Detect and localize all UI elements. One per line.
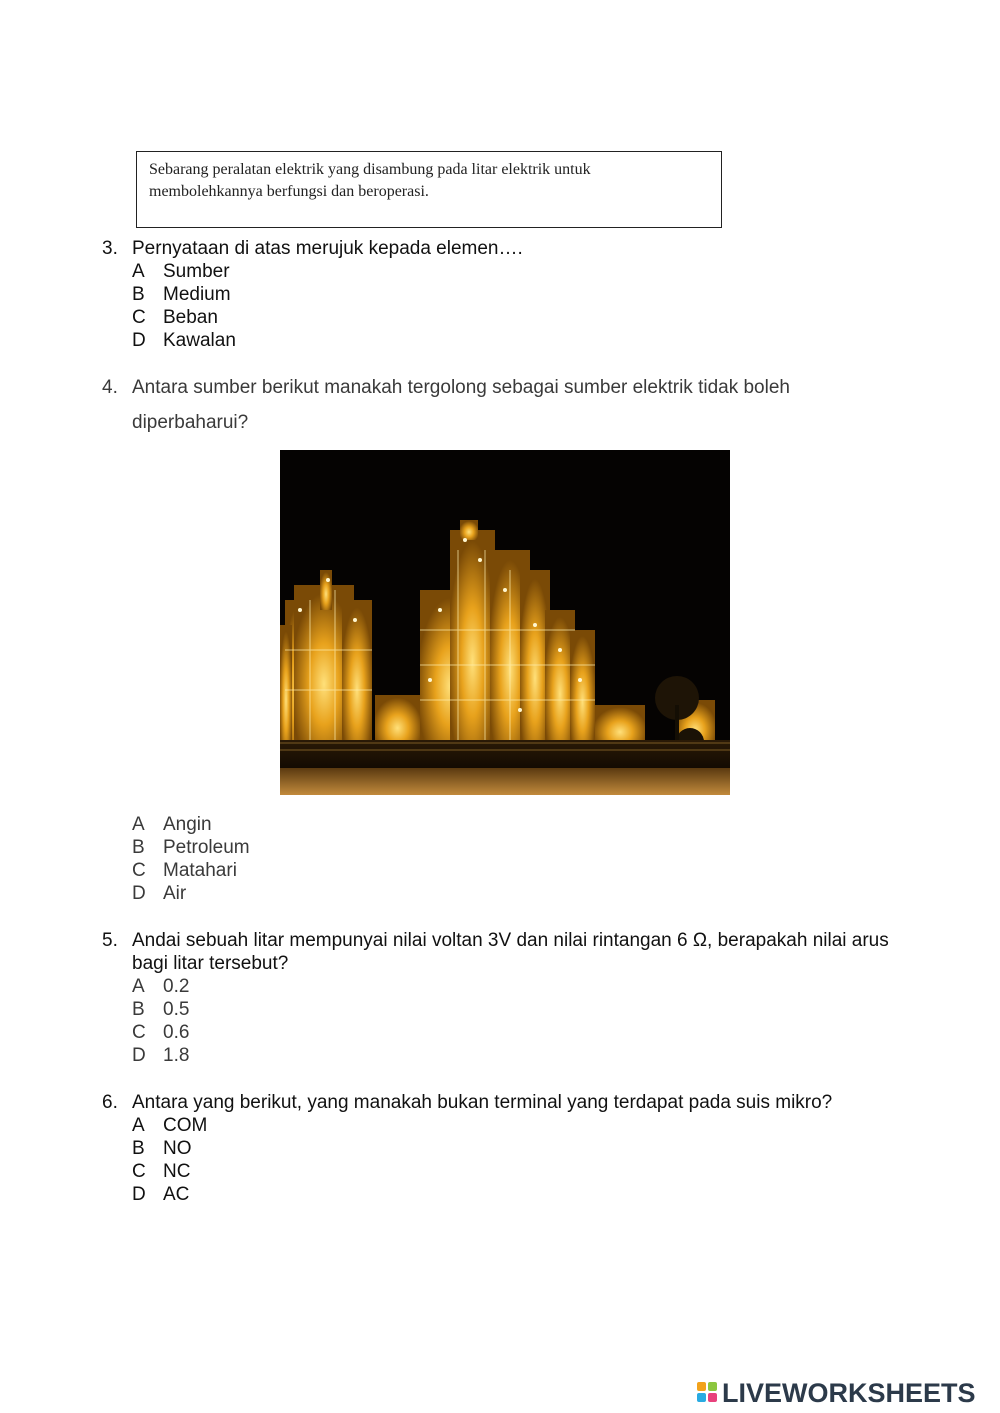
question-5: [102, 929, 889, 952]
option-letter: A: [132, 976, 145, 997]
question-text-line-2: bagi litar tersebut?: [132, 953, 289, 974]
option-letter: D: [132, 883, 146, 904]
option-5d[interactable]: [132, 1044, 189, 1067]
option-letter: B: [132, 284, 145, 305]
option-text: Air: [163, 883, 187, 904]
option-6d[interactable]: [132, 1183, 189, 1206]
question-number: 4.: [102, 377, 118, 398]
question-4: [102, 376, 790, 399]
question-text-line-1: Andai sebuah litar mempunyai nilai voltan 3V dan nilai rintangan 6 Ω, berapakah nilai arus: [132, 930, 889, 951]
option-6b[interactable]: [132, 1137, 192, 1160]
option-letter: C: [132, 1161, 146, 1182]
option-text: Matahari: [163, 860, 237, 881]
option-3b[interactable]: [132, 283, 231, 306]
option-text: Petroleum: [163, 837, 250, 858]
option-letter: B: [132, 837, 145, 858]
option-5c[interactable]: [132, 1021, 189, 1044]
option-letter: A: [132, 1115, 145, 1136]
question-6: [102, 1091, 833, 1114]
option-letter: A: [132, 814, 145, 835]
refinery-night-photo: [280, 450, 730, 795]
option-text: NC: [163, 1161, 191, 1182]
option-letter: C: [132, 1022, 146, 1043]
option-text: Sumber: [163, 261, 230, 282]
question-text-line-2: diperbaharui?: [132, 412, 249, 433]
option-text: COM: [163, 1115, 208, 1136]
question-number: 3.: [102, 238, 118, 259]
option-3c[interactable]: [132, 306, 218, 329]
option-4c[interactable]: [132, 859, 237, 882]
option-text: Angin: [163, 814, 212, 835]
question-5-line-2: [132, 952, 288, 975]
question-text: Antara yang berikut, yang manakah bukan terminal yang terdapat pada suis mikro?: [132, 1092, 833, 1113]
option-letter: C: [132, 860, 146, 881]
option-5b[interactable]: [132, 998, 189, 1021]
option-letter: B: [132, 999, 145, 1020]
logo-text: LIVEWORKSHEETS: [722, 1378, 976, 1408]
option-3d[interactable]: [132, 329, 236, 352]
option-letter: A: [132, 261, 145, 282]
option-text: Beban: [163, 307, 218, 328]
option-letter: D: [132, 330, 146, 351]
option-6a[interactable]: [132, 1114, 207, 1137]
liveworksheets-logo: [697, 1378, 976, 1408]
option-6c[interactable]: [132, 1160, 190, 1183]
option-text: Kawalan: [163, 330, 236, 351]
option-text: Medium: [163, 284, 231, 305]
option-letter: D: [132, 1184, 146, 1205]
question-text: Pernyataan di atas merujuk kepada elemen….: [132, 238, 523, 259]
question-3: [102, 237, 523, 260]
option-letter: D: [132, 1045, 146, 1066]
option-5a[interactable]: [132, 975, 189, 998]
option-text: 0.5: [163, 999, 190, 1020]
option-letter: C: [132, 307, 146, 328]
option-text: NO: [163, 1138, 192, 1159]
question-4-line-2: [132, 411, 248, 434]
option-4d[interactable]: [132, 882, 186, 905]
statement-line-2: membolehkannya berfungsi dan beroperasi.: [149, 183, 429, 200]
question-text-line-1: Antara sumber berikut manakah tergolong sebagai sumber elektrik tidak boleh: [132, 377, 790, 398]
option-text: 1.8: [163, 1045, 190, 1066]
option-4b[interactable]: [132, 836, 250, 859]
question-number: 5.: [102, 930, 118, 951]
option-letter: B: [132, 1138, 145, 1159]
option-4a[interactable]: [132, 813, 212, 836]
option-text: 0.2: [163, 976, 190, 997]
option-text: AC: [163, 1184, 190, 1205]
option-text: 0.6: [163, 1022, 190, 1043]
question-number: 6.: [102, 1092, 118, 1113]
logo-squares-icon: [697, 1382, 719, 1404]
statement-box: [136, 151, 722, 228]
statement-line-1: Sebarang peralatan elektrik yang disambung pada litar elektrik untuk: [149, 161, 591, 178]
option-3a[interactable]: [132, 260, 230, 283]
